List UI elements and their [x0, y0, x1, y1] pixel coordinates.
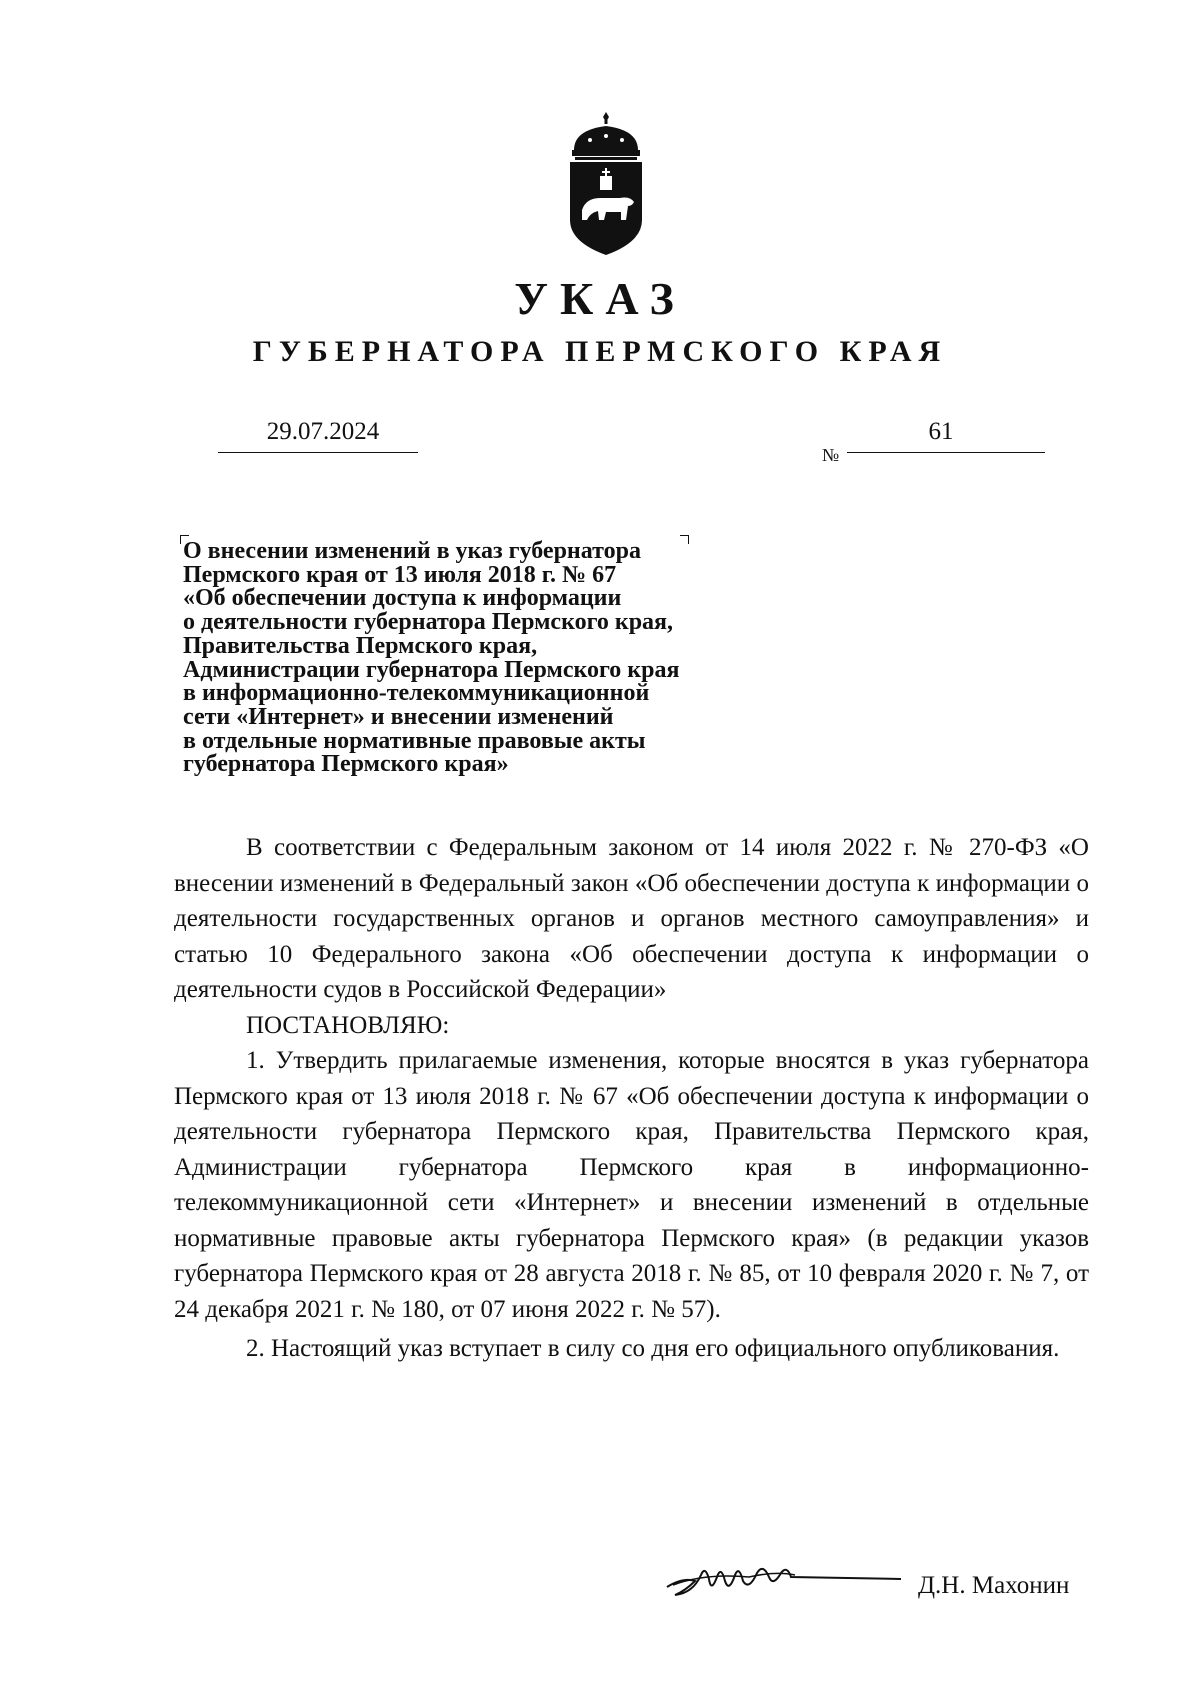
heading-line: в информационно-телекоммуникационной — [183, 680, 650, 707]
heading-line: О внесении изменений в указ губернатора — [183, 538, 641, 564]
resolve-paragraph: ПОСТАНОВЛЯЮ: — [246, 1011, 450, 1039]
item-2-paragraph: 2. Настоящий указ вступает в силу со дня его официального опубликования. — [246, 1335, 1060, 1362]
decree-body — [174, 830, 1089, 1367]
number-underline — [847, 446, 1045, 453]
date-field — [218, 418, 418, 453]
heading-line: сети «Интернет» и внесении изменений — [183, 703, 614, 730]
document-number: 61 — [928, 418, 954, 445]
document-date: 29.07.2024 — [266, 418, 380, 445]
coat-of-arms-icon — [560, 110, 652, 260]
heading-line: в отдельные нормативные правовые акты — [183, 727, 646, 754]
heading-line: губернатора Пермского края» — [183, 751, 509, 778]
date-underline — [218, 446, 418, 453]
document-subtitle: ГУБЕРНАТОРА ПЕРМСКОГО КРАЯ — [252, 335, 948, 368]
document-title: УКАЗ — [514, 273, 686, 324]
signature-icon — [665, 1555, 905, 1615]
item-1-paragraph: 1. Утвердить прилагаемые изменения, которые вносятся в указ губернатора Пермского края от 13 июля 2018 г. № 67 «Об обеспечении доступа к информации о деятельности губернатора Пермского края, Правительства Пермского края, Администрации губернатора Пермского края в информационно-телекоммуникационной сети «Интернет» и внесении изменений в отдельные нормативные правовые акты губернатора Пермского края» (в редакции указов губернатора Пермского края от 28 августа 2018 г. № 85, от 10 февраля 2020 г. № 7, от 24 декабря 2021 г. № 180, от 07 июня 2022 г. № 57). — [174, 1047, 1089, 1323]
heading-line: о деятельности губернатора Пермского края, — [183, 609, 674, 636]
heading-line: Правительства Пермского края, — [183, 632, 538, 659]
preamble-paragraph: В соответствии с Федеральным законом от 14 июля 2022 г. № 270-ФЗ «О внесении изменений в Федеральный закон «Об обеспечении доступа к информации о деятельности государственных органов и органов местного самоуправления» и статью 10 Федерального закона «Об обеспечении доступа к информации о деятельности судов в Российской Федерации» — [174, 834, 1089, 1003]
decree-heading — [183, 540, 823, 777]
number-field — [847, 418, 1045, 453]
number-label: № — [822, 445, 840, 465]
heading-line: «Об обеспечении доступа к информации — [183, 585, 622, 612]
heading-line: Пермского края от 13 июля 2018 г. № 67 — [183, 561, 617, 588]
signer-name: Д.Н. Махонин — [918, 1572, 1070, 1599]
heading-line: Администрации губернатора Пермского края — [183, 656, 680, 683]
